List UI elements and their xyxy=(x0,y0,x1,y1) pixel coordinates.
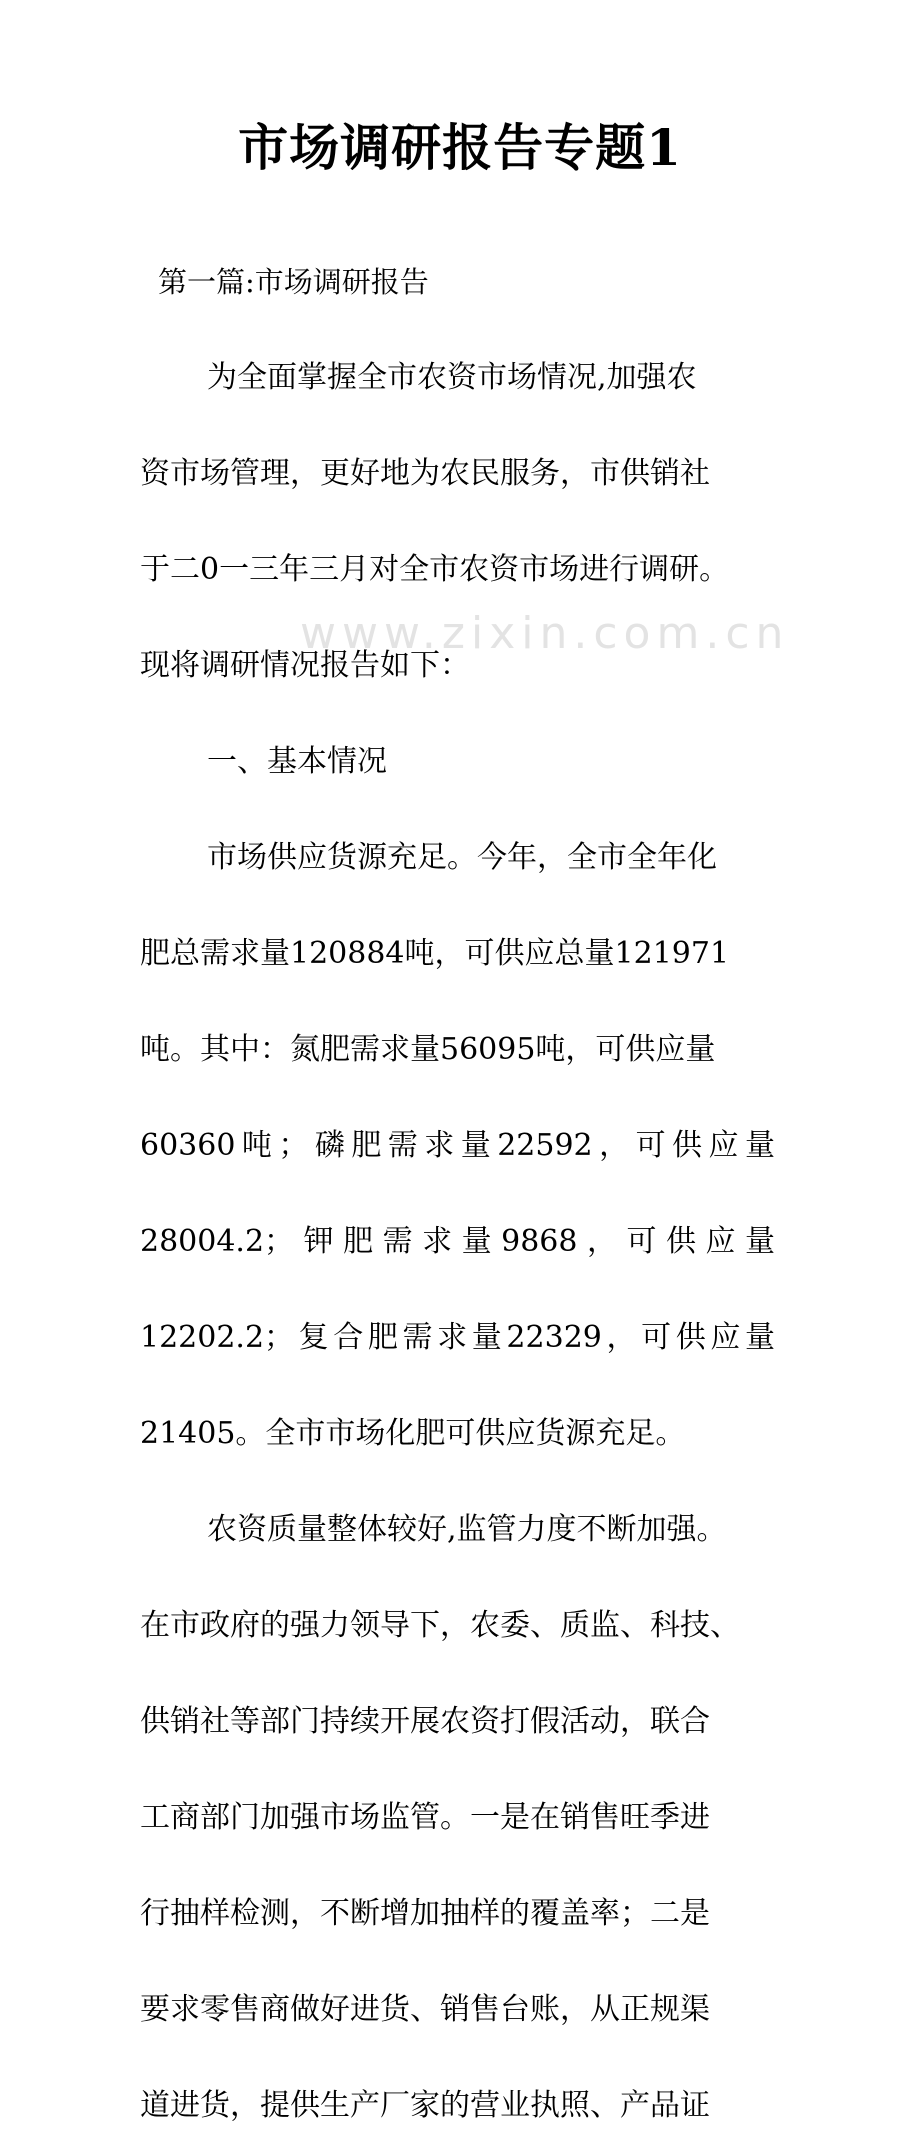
paragraph-line: 于二0一三年三月对全市农资市场进行调研。 xyxy=(140,552,730,587)
section-heading-basic: 一、基本情况 xyxy=(207,744,387,779)
paragraph-line: 60360吨；磷肥需求量22592，可供应量 xyxy=(140,1128,775,1163)
paragraph-line: 在市政府的强力领导下，农委、质监、科技、 xyxy=(140,1608,740,1643)
document-title: 市场调研报告专题1 xyxy=(238,118,682,177)
paragraph-line: 12202.2；复合肥需求量22329，可供应量 xyxy=(140,1320,775,1355)
paragraph-line: 行抽样检测，不断增加抽样的覆盖率；二是 xyxy=(140,1896,710,1931)
paragraph-line: 工商部门加强市场监管。一是在销售旺季进 xyxy=(140,1800,710,1835)
paragraph-line: 道进货，提供生产厂家的营业执照、产品证 xyxy=(140,2088,710,2123)
paragraph-line: 供销社等部门持续开展农资打假活动，联合 xyxy=(140,1704,710,1739)
paragraph-line: 21405。全市市场化肥可供应货源充足。 xyxy=(140,1416,686,1451)
paragraph-line: 肥总需求量120884吨，可供应总量121971 xyxy=(140,936,730,971)
paragraph-line: 要求零售商做好进货、销售台账，从正规渠 xyxy=(140,1992,710,2027)
paragraph-line: 吨。其中：氮肥需求量56095吨，可供应量 xyxy=(140,1032,716,1067)
paragraph-line: 现将调研情况报告如下： xyxy=(140,648,470,683)
paragraph-line: 资市场管理，更好地为农民服务，市供销社 xyxy=(140,456,710,491)
section-heading: 第一篇:市场调研报告 xyxy=(158,265,429,299)
paragraph-line: 为全面掌握全市农资市场情况,加强农 xyxy=(207,360,697,395)
paragraph-line: 农资质量整体较好,监管力度不断加强。 xyxy=(207,1512,727,1547)
paragraph-line: 市场供应货源充足。今年，全市全年化 xyxy=(207,840,717,875)
watermark: www.zixin.com.cn xyxy=(300,608,790,659)
paragraph-line: 28004.2；钾肥需求量9868，可供应量 xyxy=(140,1224,775,1259)
